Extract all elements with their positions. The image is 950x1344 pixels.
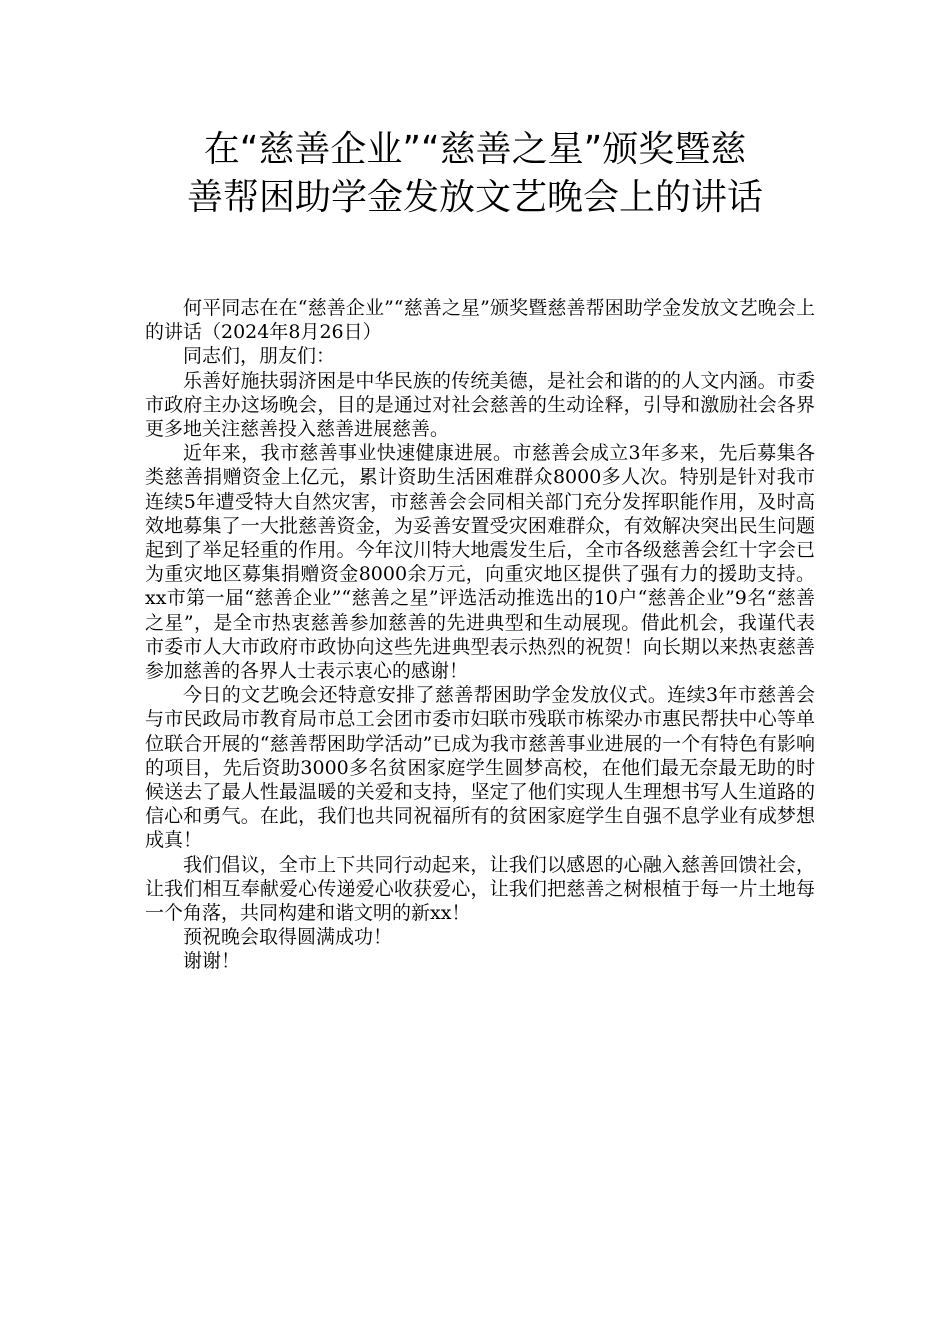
title-line-2: 善帮困助学金发放文艺晚会上的讲话: [186, 177, 763, 218]
title-line-1: 在“慈善企业”“慈善之星”颁奖暨慈: [203, 129, 747, 170]
paragraph: 近年来，我市慈善事业快速健康进展。市慈善会成立3年多来，先后募集各类慈善捐赠资金上亿元，累计资助生活困难群众8000多人次。特别是针对我市连续5年遭受特大自然灾害，市慈善会会同相关部门充分发挥职能作用，及时高效地募集了一大批慈善资金，为妥善安置受灾困难群众，有效解决突出民生问题起到了举足轻重的作用。今年汶川特大地震发生后，全市各级慈善会红十字会已为重灾地区募集捐赠资金8000余万元，向重灾地区提供了强有力的援助支持。xx市第一届“慈善企业”“慈善之星”评选活动推选出的10户“慈善企业”9名“慈善之星”，是全市热衷慈善参加慈善的先进典型和生动展现。借此机会，我谨代表市委市人大市政府市政协向这些先进典型表示热烈的祝贺！向长期以来热衷慈善参加慈善的各界人士表示衷心的感谢！: [145, 442, 815, 683]
paragraph: 乐善好施扶弱济困是中华民族的传统美德，是社会和谐的的人文内涵。市委市政府主办这场晚会，目的是通过对社会慈善的生动诠释，引导和激励社会各界更多地关注慈善投入慈善进展慈善。: [145, 369, 815, 441]
paragraph-thanks: 谢谢！: [183, 950, 241, 973]
paragraph-greeting: 同志们，朋友们：: [183, 345, 336, 368]
paragraph: 我们倡议，全市上下共同行动起来，让我们以感恩的心融入慈善回馈社会，让我们相互奉献爱心传递爱心收获爱心，让我们把慈善之树根植于每一片土地每一个角落，共同构建和谐文明的新xx！: [145, 853, 815, 925]
document-title: [100, 126, 850, 222]
paragraph: 今日的文艺晚会还特意安排了慈善帮困助学金发放仪式。连续3年市慈善会与市民政局市教育局市总工会团市委市妇联市残联市栋梁办市惠民帮扶中心等单位联合开展的“慈善帮困助学活动”已成为我市慈善事业进展的一个有特色有影响的项目，先后资助3000多名贫困家庭学生圆梦高校，在他们最无奈最无助的时候送去了最人性最温暖的关爱和支持，坚定了他们实现人生理想书写人生道路的信心和勇气。在此，我们也共同祝福所有的贫困家庭学生自强不息学业有成梦想成真！: [145, 684, 815, 852]
paragraph-intro: 何平同志在在“慈善企业”“慈善之星”颁奖暨慈善帮困助学金发放文艺晚会上的讲话（2024年8月26日）: [145, 297, 815, 344]
paragraph-wish: 预祝晚会取得圆满成功！: [183, 926, 393, 949]
document-body: [145, 296, 815, 974]
